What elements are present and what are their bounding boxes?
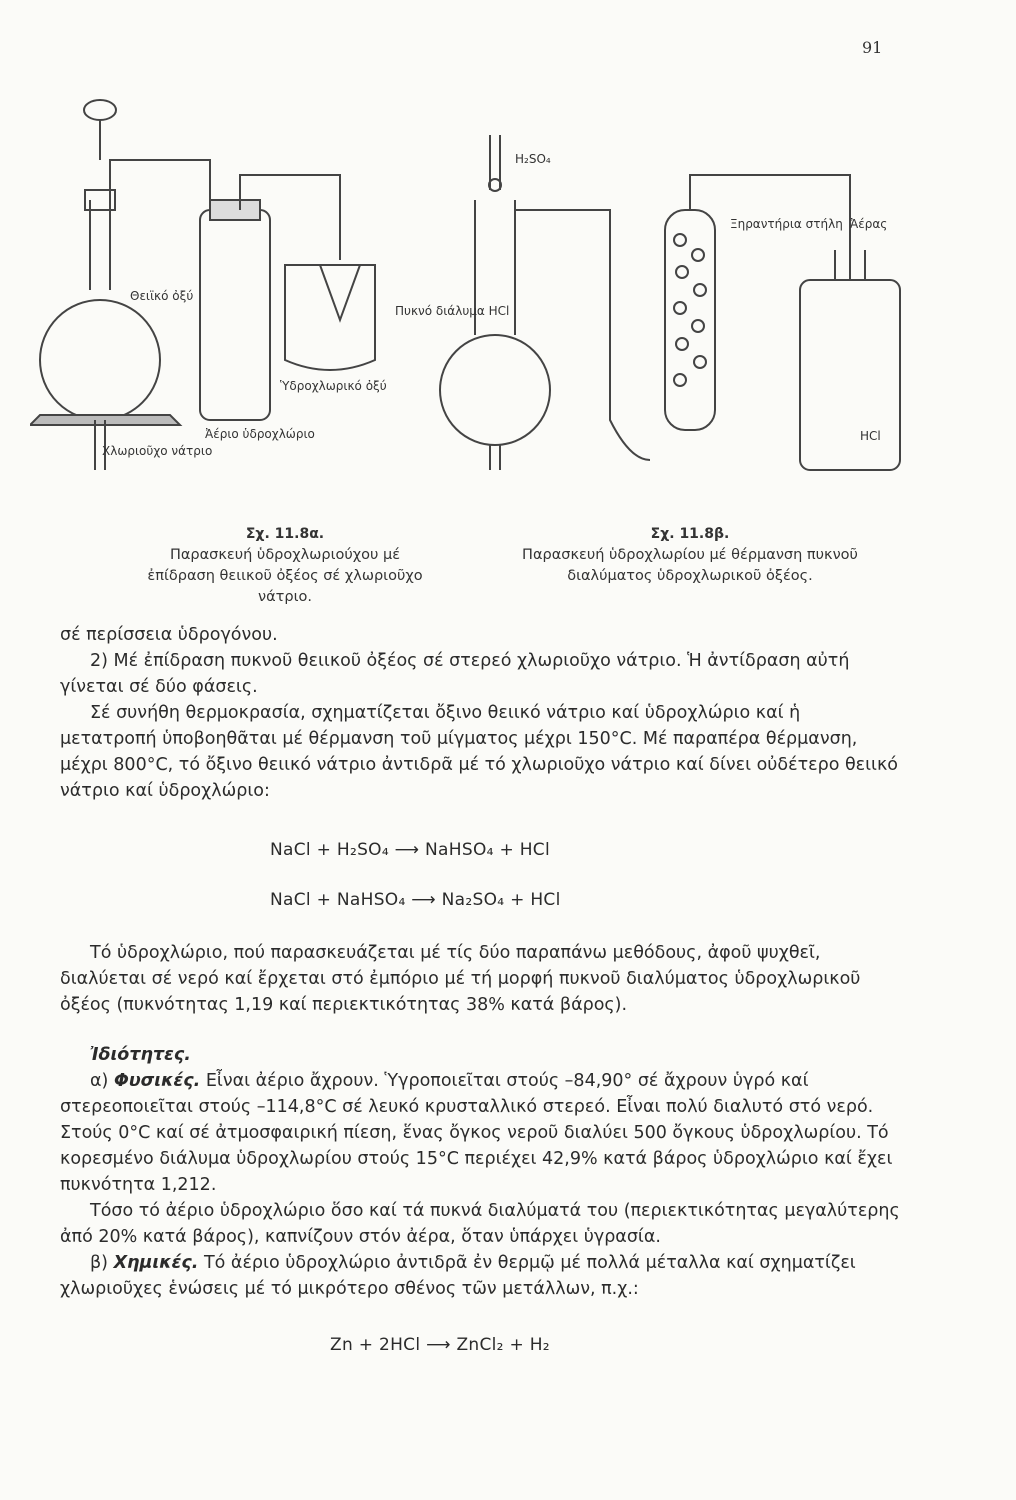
- caption-figure-b: [480, 524, 900, 587]
- label-air: Ἀέρας: [850, 217, 888, 231]
- paragraph-1: Σέ συνήθη θερμοκρασία, σχηματίζεται ὄξινο θειικό νάτριο καί ὑδροχλώριο καί ἡ μετατροπή ὑποβοηθᾶται μέ θέρμανση τοῦ μίγματος μέχρι 150°C. Μέ παραπέρα θέρμανση, μέχρι 800°C, τό ὄξινο θειικό νάτριο ἀντιδρᾶ μέ τό χλωριοῦχο νάτριο καί δίνει οὐδέτερο θειικό νάτριο καί ὑδροχλώριο:: [60, 703, 899, 801]
- caption-b-number: Σχ. 11.8β.: [650, 526, 730, 542]
- caption-a-text: Παρασκευή ὑδροχλωριούχου μέ ἐπίδραση θειικοῦ ὀξέος σέ χλωριοῦχο νάτριο.: [147, 547, 423, 605]
- line-1: σέ περίσσεια ὑδρογόνου.: [60, 625, 278, 645]
- paragraph-3: Τόσο τό ἀέριο ὑδροχλώριο ὅσο καί τά πυκνά διαλύματά του (περιεκτικότητας μεγαλύτερης ἀπό 20% κατά βάρος), καπνίζουν στόν ἀέρα, ὅταν ὑπάρχει ὑγρασία.: [60, 1201, 900, 1247]
- figure-a-flask: [30, 100, 375, 470]
- properties-heading: Ἰδιότητες.: [90, 1045, 191, 1065]
- figure-b-apparatus: [440, 135, 900, 470]
- caption-a-number: Σχ. 11.8α.: [245, 526, 325, 542]
- paragraph-2: Τό ὑδροχλώριο, πού παρασκευάζεται μέ τίς δύο παραπάνω μεθόδους, ἀφοῦ ψυχθεῖ, διαλύεται σέ νερό καί ἔρχεται στό ἐμπόριο μέ τή μορφή πυκνοῦ διαλύματος ὑδροχλωρικοῦ ὀξέος (πυκνότητας 1,19 καί περιεκτικότητας 38% κατά βάρος).: [60, 943, 861, 1015]
- physical-label: Φυσικές.: [113, 1071, 201, 1091]
- body-part-1: [60, 622, 900, 804]
- chemical-text: Τό ἀέριο ὑδροχλώριο ἀντιδρᾶ ἐν θερμῷ μέ πολλά μέταλλα καί σχηματίζει χλωριοῦχες ἑνώσεις μέ τό μικρότερο σθένος τῶν μετάλλων, π.χ.:: [60, 1253, 856, 1299]
- label-conc-hcl: Πυκνό διάλυμα HCl: [395, 304, 510, 318]
- label-h2so4: H₂SO₄: [515, 152, 551, 166]
- caption-figure-a: [140, 524, 430, 608]
- caption-b-text: Παρασκευή ὑδροχλωρίου μέ θέρμανση πυκνοῦ διαλύματος ὑδροχλωρικοῦ ὀξέος.: [522, 547, 858, 584]
- equation-1: NaCl + H₂SO₄ ⟶ NaHSO₄ + HCl: [270, 840, 550, 860]
- label-hcl-acid: Ὑδροχλωρικό ὀξύ: [280, 379, 387, 393]
- label-acid: Θειϊκό ὀξύ: [130, 289, 194, 303]
- label-salt: Χλωριοῦχο νάτριο: [102, 444, 213, 458]
- apparatus-figures: [30, 90, 930, 510]
- body-part-2: [60, 940, 900, 1302]
- equation-3: Zn + 2HCl ⟶ ZnCl₂ + H₂: [330, 1335, 550, 1355]
- equation-2: NaCl + NaHSO₄ ⟶ Na₂SO₄ + HCl: [270, 890, 561, 910]
- chemical-properties: [60, 1250, 900, 1302]
- chemical-label: Χημικές.: [113, 1253, 199, 1273]
- label-gas: Ἀέριο ὑδροχλώριο: [205, 427, 315, 441]
- label-hcl: HCl: [860, 429, 881, 443]
- chemical-prefix: β): [90, 1253, 114, 1273]
- physical-properties: [60, 1068, 900, 1198]
- method-2: 2) Μέ ἐπίδραση πυκνοῦ θειικοῦ ὀξέος σέ στερεό χλωριοῦχο νάτριο. Ἡ ἀντίδραση αὐτή γίνεται σέ δύο φάσεις.: [60, 651, 850, 697]
- page-number: 91: [862, 38, 883, 57]
- physical-text: Εἶναι ἀέριο ἄχρουν. Ὑγροποιεῖται στούς –84,90° σέ ἄχρουν ὑγρό καί στερεοποιεῖται στούς –114,8°C σέ λευκό κρυσταλλικό στερεό. Εἶναι πολύ διαλυτό στό νερό. Στούς 0°C καί σέ ἀτμοσφαιρική πίεση, ἕνας ὄγκος νεροῦ διαλύει 500 ὄγκους ὑδροχλωρίου. Τό κορεσμένο διάλυμα ὑδροχλωρίου στούς 15°C περιέχει 42,9% κατά βάρος ὑδροχλώριο καί ἔχει πυκνότητα 1,212.: [60, 1071, 893, 1195]
- label-drying-column: Ξηραντήρια στήλη: [730, 217, 843, 231]
- apparatus-drawing: [30, 90, 930, 510]
- physical-prefix: α): [90, 1071, 114, 1091]
